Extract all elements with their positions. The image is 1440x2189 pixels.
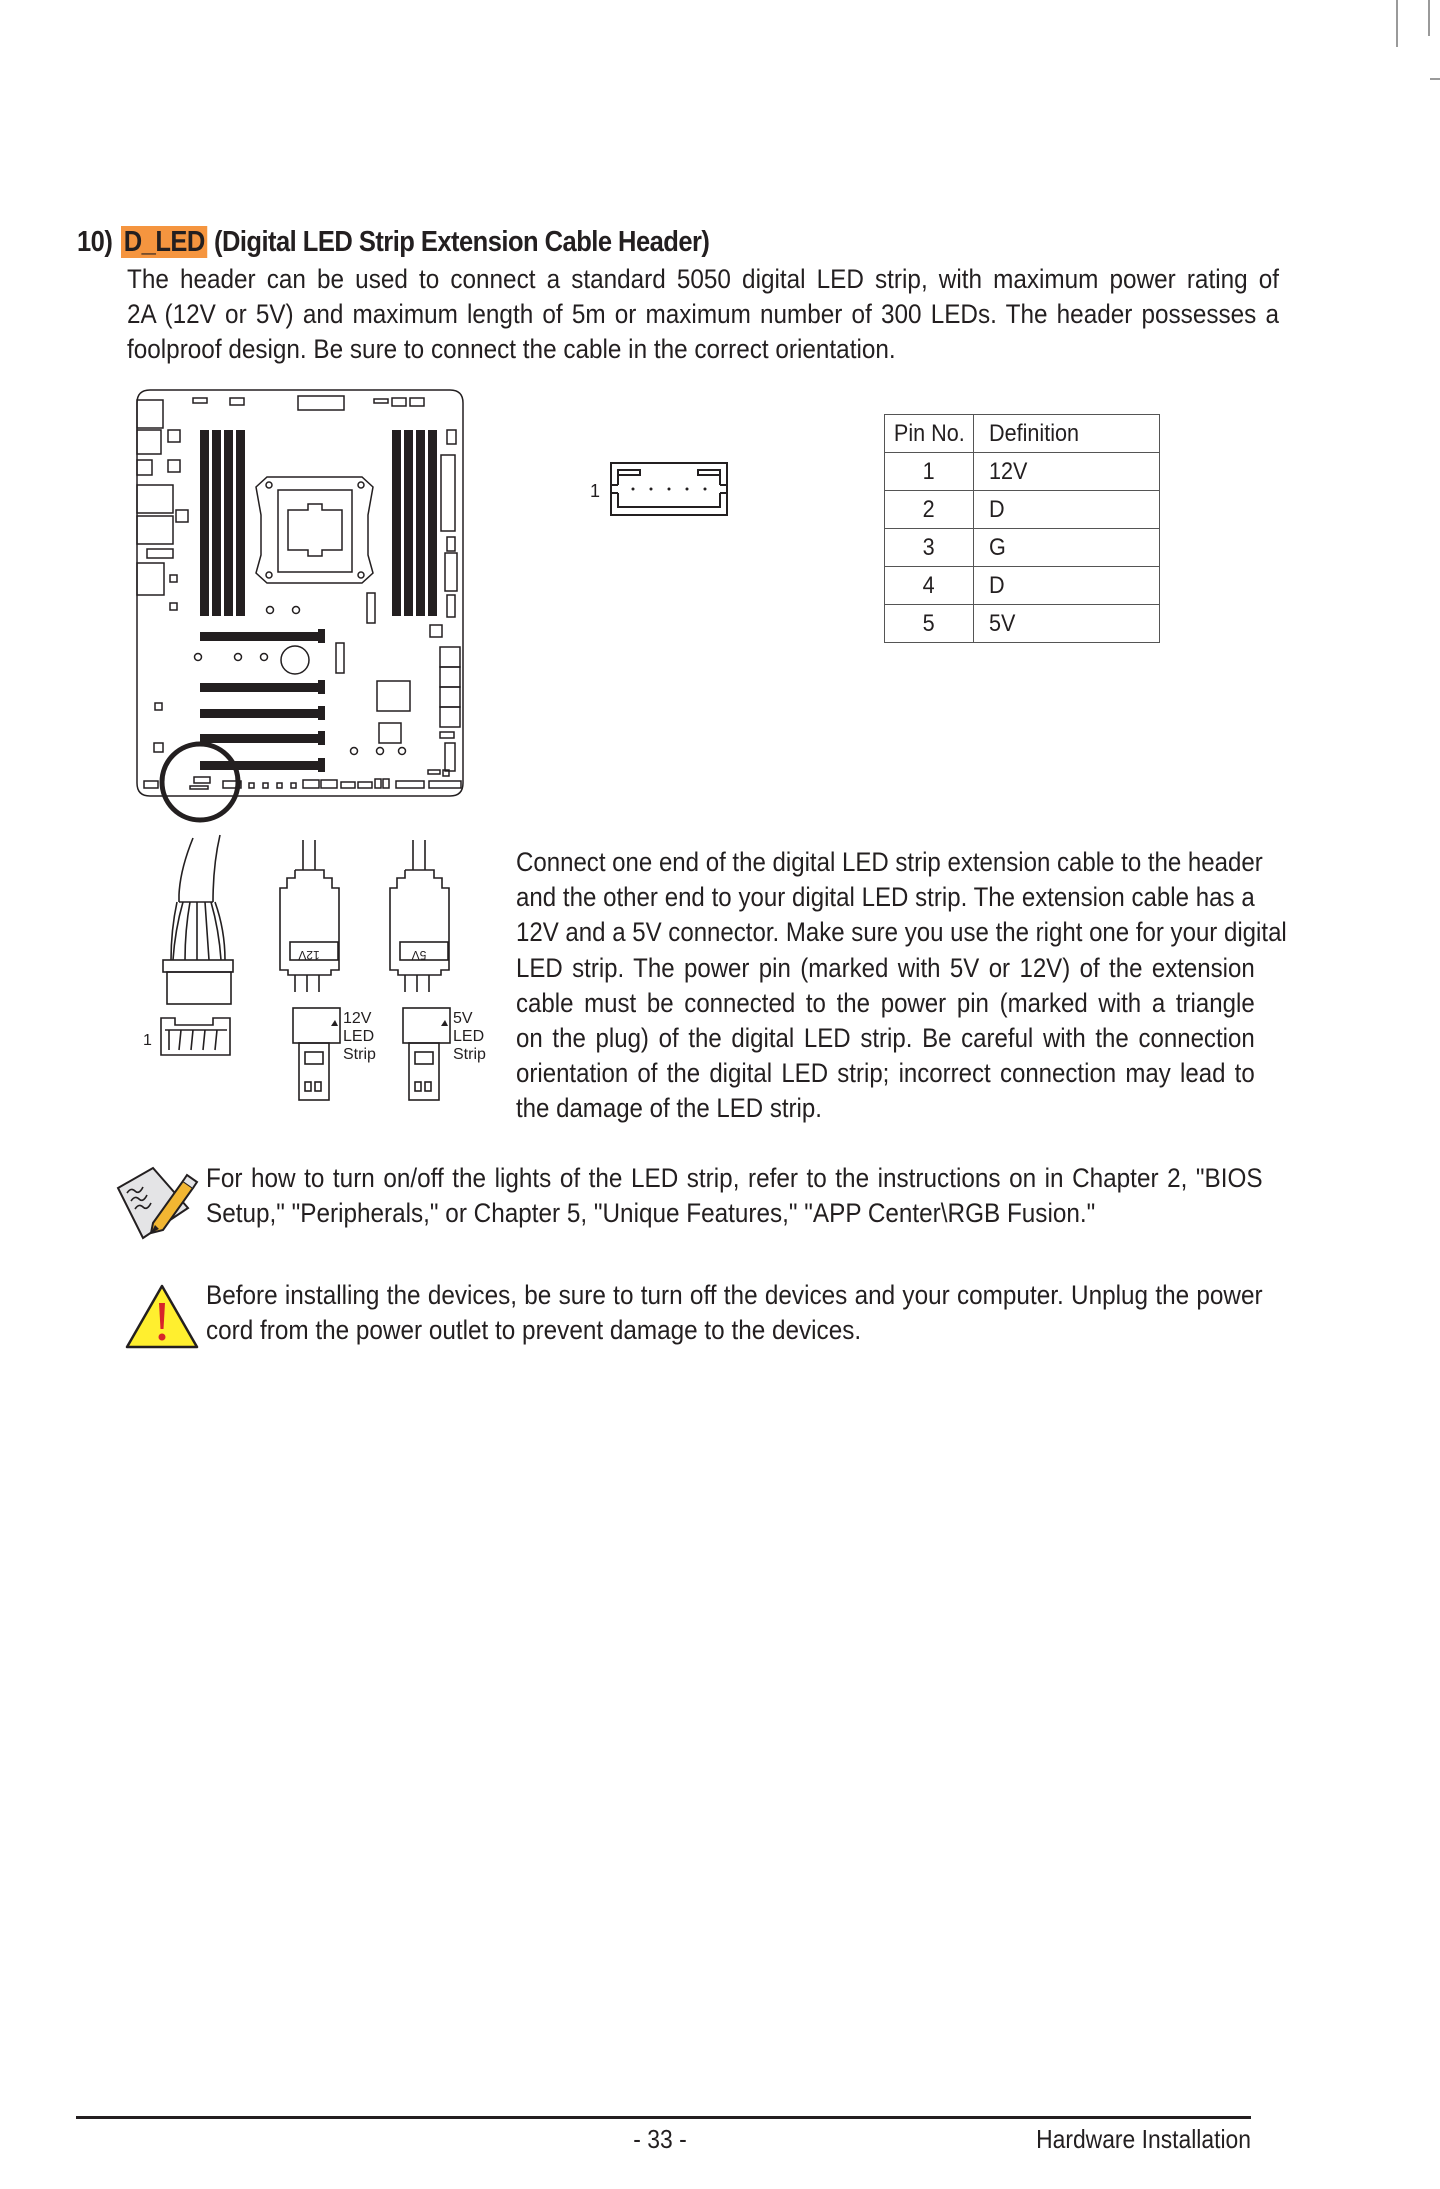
note-line: For how to turn on/off the lights of the LED strip, refer to the instructions on in Chapter 2, "BIOS <box>206 1163 1263 1193</box>
footer-rule <box>76 2116 1251 2119</box>
connector-12v-mark: 12V <box>298 948 320 962</box>
pin-number-cell: 4 <box>885 567 974 605</box>
header-pinout-diagram <box>585 455 735 525</box>
motherboard-diagram <box>130 385 475 830</box>
extension-cable-diagram <box>135 830 505 1105</box>
description-line: the damage of the LED strip. <box>516 1093 822 1124</box>
cable-pin1-label: 1 <box>143 1032 152 1049</box>
pin-definition-cell: 12V <box>974 453 1160 491</box>
description-line: Connect one end of the digital LED strip extension cable to the header <box>516 847 1263 877</box>
table-header-row <box>885 415 1160 453</box>
note-line: Before installing the devices, be sure to turn off the devices and your computer. Unplug the power <box>206 1280 1263 1310</box>
pin-number-cell: 1 <box>885 453 974 491</box>
description-line: on the plug) of the digital LED strip. Be careful with the connection <box>516 1023 1255 1054</box>
table-row <box>885 529 1160 567</box>
pin-number-cell: 3 <box>885 529 974 567</box>
section-number: 10) <box>77 226 113 258</box>
pin-number-cell: 2 <box>885 491 974 529</box>
bios-note <box>206 1161 1263 1231</box>
warning-note <box>206 1278 1263 1348</box>
section-heading <box>77 226 709 259</box>
description-line: 12V and a 5V connector. Make sure you use the right one for your digital <box>516 917 1287 948</box>
header-code-highlight: D_LED <box>121 226 207 258</box>
table-row <box>885 453 1160 491</box>
table-row <box>885 567 1160 605</box>
description-line: orientation of the digital LED strip; incorrect connection may lead to <box>516 1058 1255 1089</box>
strip-12v-label: 12V <box>343 1010 372 1027</box>
note-pencil-icon <box>113 1163 203 1243</box>
connection-description <box>516 845 1287 1127</box>
intro-line: The header can be used to connect a standard 5050 digital LED strip, with maximum power rating of <box>127 264 1279 294</box>
intro-line: 2A (12V or 5V) and maximum length of 5m or maximum number of 300 LEDs. The header possesses a <box>127 299 1279 329</box>
intro-line: foolproof design. Be sure to connect the cable in the correct orientation. <box>127 334 896 364</box>
footer-section-name: Hardware Installation <box>1036 2124 1251 2154</box>
header-pin1-label: 1 <box>590 481 601 501</box>
connector-5v-mark: 5V <box>411 948 427 962</box>
intro-paragraph <box>127 262 1279 367</box>
table-row <box>885 491 1160 529</box>
pin-definition-cell: 5V <box>974 605 1160 643</box>
note-line: cord from the power outlet to prevent damage to the devices. <box>206 1315 862 1345</box>
strip-12v-label: LED <box>343 1028 375 1045</box>
pin-number-cell: 5 <box>885 605 974 643</box>
warning-icon <box>124 1283 200 1351</box>
description-line: cable must be connected to the power pin (marked with a triangle <box>516 987 1255 1018</box>
d-led-location-circle <box>162 744 238 820</box>
strip-5v-label: Strip <box>453 1046 486 1063</box>
note-line: Setup," "Peripherals," or Chapter 5, "Unique Features," "APP Center\RGB Fusion." <box>206 1198 1096 1228</box>
column-header-pin: Pin No. <box>885 415 974 453</box>
pin-definition-cell: G <box>974 529 1160 567</box>
page-number: - 33 - <box>633 2124 687 2154</box>
strip-5v-label: 5V <box>453 1010 473 1027</box>
pin-definition-cell: D <box>974 491 1160 529</box>
pin-definition-cell: D <box>974 567 1160 605</box>
table-row <box>885 605 1160 643</box>
strip-12v-label: Strip <box>343 1046 376 1063</box>
section-title: (Digital LED Strip Extension Cable Header) <box>213 226 710 258</box>
strip-5v-label: LED <box>453 1028 485 1045</box>
pin-definition-table <box>884 414 1160 643</box>
column-header-definition: Definition <box>974 415 1160 453</box>
description-line: LED strip. The power pin (marked with 5V or 12V) of the extension <box>516 952 1255 983</box>
description-line: and the other end to your digital LED strip. The extension cable has a <box>516 882 1255 913</box>
